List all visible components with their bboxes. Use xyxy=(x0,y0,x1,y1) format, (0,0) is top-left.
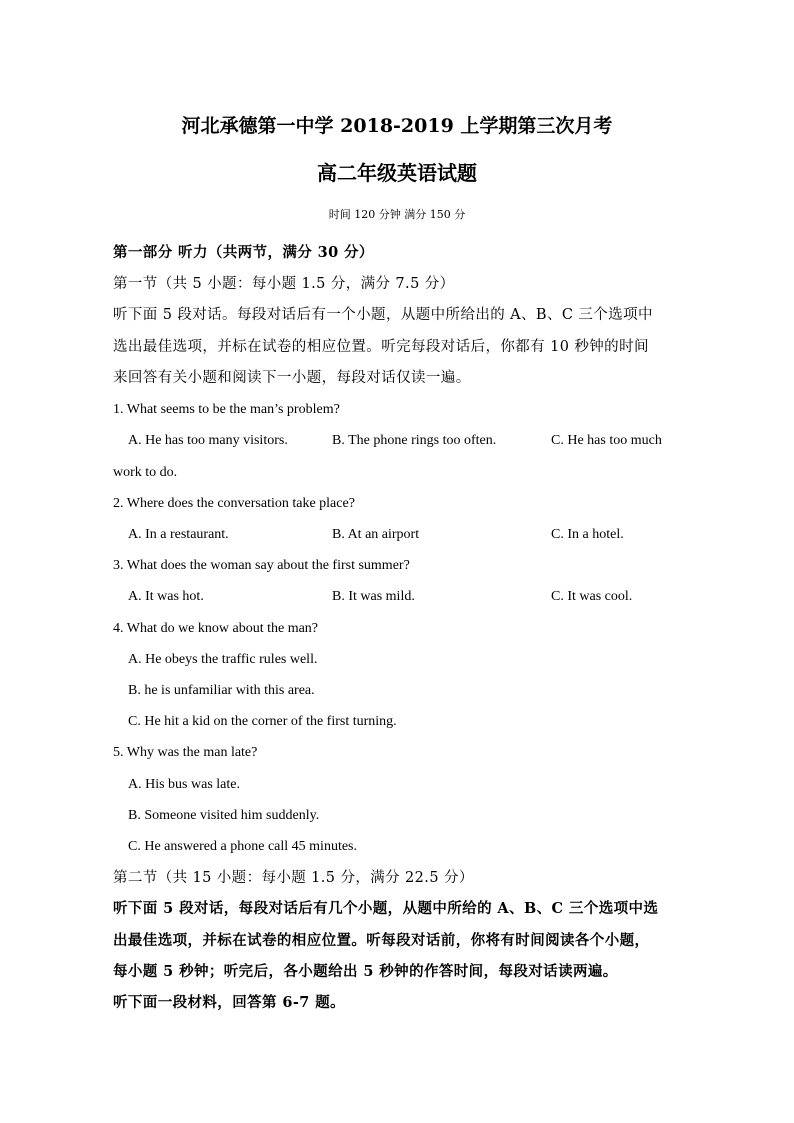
section2-instruction-line-1: 听下面 5 段对话，每段对话后有几个小题，从题中所给的 A、B、C 三个选项中选 xyxy=(113,900,659,917)
section1-instruction-line-2: 选出最佳选项，并标在试卷的相应位置。听完每段对话后，你都有 10 秒钟的时间 xyxy=(113,339,649,355)
exam-title: 河北承德第一中学 2018-2019 上学期第三次月考 xyxy=(181,115,613,137)
question-5-option-b: B. Someone visited him suddenly. xyxy=(128,808,320,823)
exam-subtitle: 高二年级英语试题 xyxy=(317,161,477,185)
question-2-option-a: A. In a restaurant. xyxy=(128,527,229,542)
question-5-stem: 5. Why was the man late? xyxy=(113,745,258,760)
question-3-stem: 3. What does the woman say about the first summer? xyxy=(113,558,410,573)
question-3-option-b: B. It was mild. xyxy=(332,589,415,604)
question-1-option-c: C. He has too much xyxy=(551,433,662,448)
section1-heading: 第一节（共 5 小题：每小题 1.5 分，满分 7.5 分） xyxy=(113,276,455,292)
question-3-option-a: A. It was hot. xyxy=(128,589,204,604)
question-1-stem: 1. What seems to be the man’s problem? xyxy=(113,402,340,417)
question-3-option-c: C. It was cool. xyxy=(551,589,633,604)
question-4-option-b: B. he is unfamiliar with this area. xyxy=(128,683,315,698)
question-1-option-a: A. He has too many visitors. xyxy=(128,433,288,448)
question-2-option-c: C. In a hotel. xyxy=(551,527,624,542)
question-2-option-b: B. At an airport xyxy=(332,527,420,542)
question-1-option-c-continuation: work to do. xyxy=(113,465,178,480)
question-5-option-a: A. His bus was late. xyxy=(128,777,240,792)
time-info: 时间 120 分钟 满分 150 分 xyxy=(328,208,466,221)
question-4-option-a: A. He obeys the traffic rules well. xyxy=(128,652,318,667)
section2-instruction-line-3: 每小题 5 秒钟；听完后，各小题给出 5 秒钟的作答时间，每段对话读两遍。 xyxy=(113,963,618,980)
question-1-option-b: B. The phone rings too often. xyxy=(332,433,497,448)
question-4-stem: 4. What do we know about the man? xyxy=(113,621,319,636)
question-4-option-c: C. He hit a kid on the corner of the first turning. xyxy=(128,714,397,729)
section2-heading: 第二节（共 15 小题：每小题 1.5 分，满分 22.5 分） xyxy=(113,870,474,886)
section2-prompt: 听下面一段材料，回答第 6-7 题。 xyxy=(113,994,345,1011)
question-2-stem: 2. Where does the conversation take place? xyxy=(113,496,355,511)
part1-heading: 第一部分 听力（共两节，满分 30 分） xyxy=(113,244,374,261)
section1-instruction-line-1: 听下面 5 段对话。每段对话后有一个小题，从题中所给出的 A、B、C 三个选项中 xyxy=(113,307,653,323)
section2-instruction-line-2: 出最佳选项，并标在试卷的相应位置。听每段对话前，你将有时间阅读各个小题， xyxy=(113,932,650,949)
section1-instruction-line-3: 来回答有关小题和阅读下一小题，每段对话仅读一遍。 xyxy=(113,370,471,386)
question-5-option-c: C. He answered a phone call 45 minutes. xyxy=(128,839,357,854)
